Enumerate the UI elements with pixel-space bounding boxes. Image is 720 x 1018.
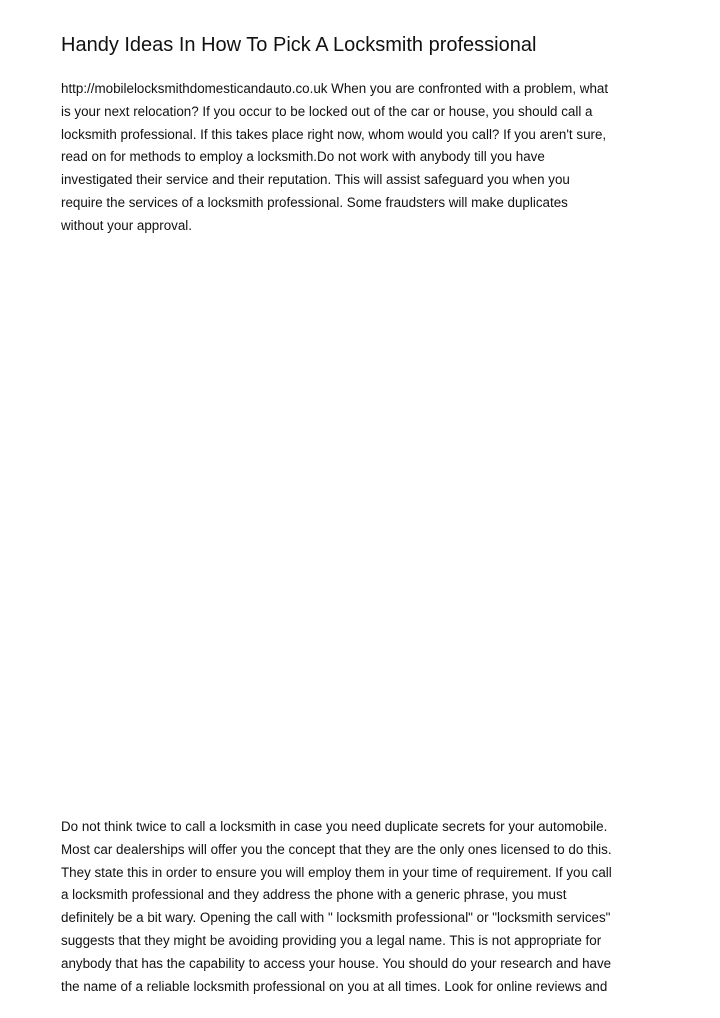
text-line: Do not think twice to call a locksmith in case you need duplicate secrets for your automobile. — [61, 819, 608, 834]
text-line: http://mobilelocksmithdomesticandauto.co.uk When you are confronted with a problem, what — [61, 81, 609, 96]
text-line: They state this in order to ensure you will employ them in your time of requirement. If you call — [61, 864, 612, 880]
text-line: anybody that has the capability to access your house. You should do your research and have — [61, 955, 612, 971]
text-line: Most car dealerships will offer you the concept that they are the only ones licensed to do this. — [61, 841, 612, 857]
text-line: locksmith professional. If this takes place right now, whom would you call? If you aren't sure, — [61, 126, 607, 142]
paragraph-intro — [61, 78, 671, 238]
text-line: require the services of a locksmith professional. Some fraudsters will make duplicates — [61, 194, 568, 210]
text-line: is your next relocation? If you occur to be locked out of the car or house, you should call a — [61, 103, 593, 119]
text-line: without your approval. — [61, 217, 193, 233]
document-title: Handy Ideas In How To Pick A Locksmith professional — [61, 34, 537, 56]
text-line: investigated their service and their reputation. This will assist safeguard you when you — [61, 172, 570, 188]
text-line: suggests that they might be avoiding providing you a legal name. This is not appropriate for — [61, 932, 602, 948]
text-line: definitely be a bit wary. Opening the call with " locksmith professional" or "locksmith services" — [61, 910, 611, 926]
paragraph-duplicate-keys — [61, 816, 671, 998]
text-line: a locksmith professional and they address the phone with a generic phrase, you must — [61, 887, 567, 903]
text-line: read on for methods to employ a locksmith.Do not work with anybody till you have — [61, 149, 545, 165]
text-line: the name of a reliable locksmith professional on you at all times. Look for online reviews and — [61, 978, 608, 994]
